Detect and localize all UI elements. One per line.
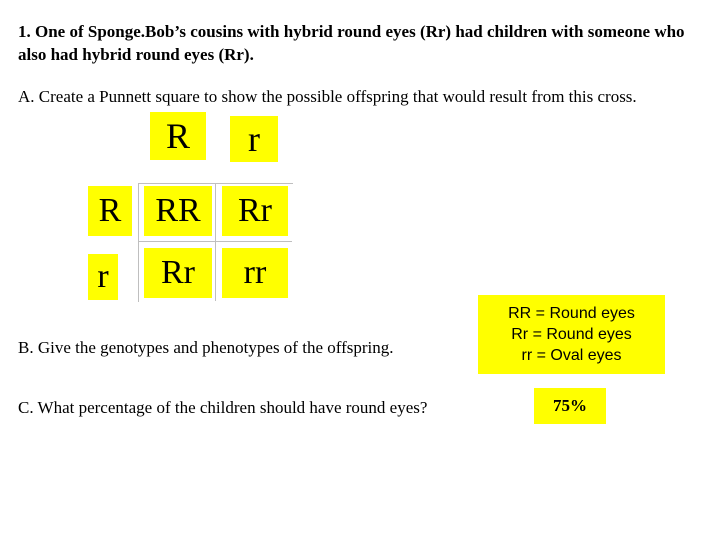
part-a-text: A. Create a Punnett square to show the possible offspring that would result from this cross. [18,87,637,106]
punnett-divider-vertical [215,183,216,301]
punnett-cell-Rr-bottom: Rr [144,248,212,298]
punnett-cell-rr: rr [222,248,288,298]
key-line-Rr: Rr = Round eyes [511,326,632,343]
row-header-R: R [88,186,132,236]
genotype-phenotype-key [478,295,665,374]
question-1-text: 1. One of Sponge.Bob’s cousins with hybrid round eyes (Rr) had children with someone who also had hybrid round eyes (Rr). [18,22,685,64]
punnett-divider-horizontal [138,241,292,242]
col-header-R: R [150,112,206,160]
answer-c-box: 75% [534,388,606,424]
part-c-text: C. What percentage of the children should have round eyes? [18,398,428,417]
key-line-RR: RR = Round eyes [508,305,635,322]
punnett-cell-RR: RR [144,186,212,236]
punnett-cell-Rr-top: Rr [222,186,288,236]
key-line-rr: rr = Oval eyes [521,347,622,364]
col-header-r: r [230,116,278,162]
row-header-r: r [88,254,118,300]
part-b-text: B. Give the genotypes and phenotypes of the offspring. [18,338,394,357]
